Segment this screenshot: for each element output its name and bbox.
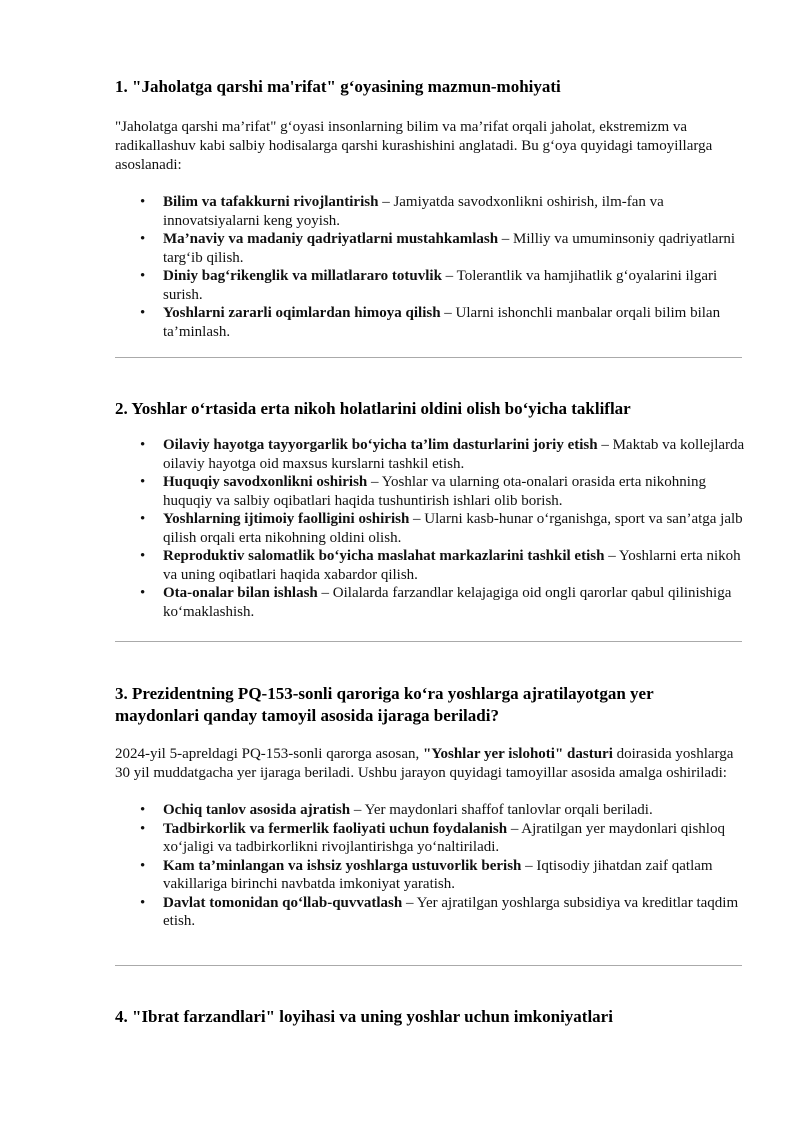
item-heading: Bilim va tafakkurni rivojlantirish (163, 194, 379, 210)
item-text: – Yoshlarni erta nikoh va uning oqibatlari haqida xabardor qilish. (163, 548, 741, 583)
bullet-list (115, 193, 745, 341)
section-divider (115, 965, 742, 966)
item-text: – Yoshlar va ularning ota-onalari orasida erta nikohning huquqiy va salbiy oqibatlari haqida tushuntirish ishlari olib borish. (163, 474, 706, 509)
bullet-icon: • (140, 894, 146, 911)
section-1 (115, 76, 745, 341)
list-item (115, 304, 745, 341)
item-text: – Jamiyatda savodxonlikni oshirish, ilm-fan va innovatsiyalarni keng yoyish. (163, 194, 664, 229)
section-title: 3. Prezidentning PQ-153-sonli qaroriga ko‘ra yoshlarga ajratilayotgan yer maydonlari qanday tamoyil asosida ijaraga beriladi? (115, 684, 654, 725)
item-text: – Milliy va umuminsoniy qadriyatlarni targ‘ib qilish. (163, 231, 736, 266)
intro-highlight: "Yoshlar yer islohoti" dasturi (423, 746, 613, 762)
list-item (115, 857, 745, 894)
item-text: – Oilalarda farzandlar kelajagiga oid ongli qarorlar qabul qilinishiga ko‘maklashish. (163, 585, 732, 620)
bullet-icon: • (140, 820, 146, 837)
bullet-list (115, 801, 745, 931)
section-divider (115, 641, 742, 642)
list-item (115, 230, 745, 267)
item-heading: Ochiq tanlov asosida ajratish (163, 802, 351, 818)
list-item (115, 547, 745, 584)
list-item (115, 473, 745, 510)
item-heading: Ota-onalar bilan ishlash (163, 585, 318, 601)
item-heading: Ma’naviy va madaniy qadriyatlarni mustahkamlash (163, 231, 499, 247)
item-text: – Ularni ishonchli manbalar orqali bilim bilan ta’minlash. (163, 305, 721, 340)
bullet-icon: • (140, 474, 146, 490)
section-3 (115, 683, 745, 931)
bullet-icon: • (140, 802, 146, 818)
list-item (115, 510, 745, 547)
item-heading: Huquqiy savodxonlikni oshirish (163, 474, 368, 490)
item-heading: Davlat tomonidan qo‘llab-quvvatlash (163, 894, 403, 911)
bullet-list (115, 436, 745, 621)
bullet-icon: • (140, 231, 146, 247)
bullet-icon: • (140, 857, 146, 874)
item-heading: Diniy bag‘rikenglik va millatlararo totuvlik (163, 268, 442, 284)
intro-text: doirasida yoshlarga 30 yil muddatgacha yer ijaraga beriladi. Ushbu jarayon quyidagi tamoyillar asosida amalga oshiriladi: (115, 746, 734, 781)
bullet-icon: • (140, 437, 146, 453)
item-text: – Yer maydonlari shaffof tanlovlar orqali beriladi. (350, 802, 653, 818)
bullet-icon: • (140, 305, 146, 321)
list-item (115, 801, 745, 820)
item-heading: Oilaviy hayotga tayyorgarlik bo‘yicha ta’lim dasturlarini joriy etish (163, 437, 598, 453)
section-title: 4. "Ibrat farzandlari" loyihasi va uning yoshlar uchun imkoniyatlari (115, 1007, 613, 1026)
bullet-icon: • (140, 511, 146, 527)
item-text: – Ularni kasb-hunar o‘rganishga, sport va san’atga jalb qilish orqali erta nikohning oldini olish. (163, 511, 743, 546)
section-divider (115, 357, 742, 358)
list-item (115, 436, 745, 473)
item-heading: Yoshlarni zararli oqimlardan himoya qilish (163, 305, 441, 321)
bullet-icon: • (140, 194, 146, 210)
list-item (115, 267, 745, 304)
intro-text: 2024-yil 5-apreldagi PQ-153-sonli qarorga asosan, (115, 746, 423, 762)
item-text: – Ajratilgan yer maydonlari qishloq xo‘jaligi va tadbirkorlikni rivojlantirishga yo‘naltiriladi. (163, 820, 725, 855)
bullet-icon: • (140, 585, 146, 601)
list-item (115, 894, 745, 931)
bullet-icon: • (140, 268, 146, 284)
item-text: – Yer ajratilgan yoshlarga subsidiya va kreditlar taqdim etish. (163, 894, 739, 929)
item-text: – Maktab va kollejlarda oilaviy hayotga oid maxsus kurslarni tashkil etish. (163, 437, 745, 472)
section-2 (115, 398, 745, 621)
item-heading: Tadbirkorlik va fermerlik faoliyati uchun foydalanish (163, 820, 508, 837)
item-heading: Reproduktiv salomatlik bo‘yicha maslahat markazlarini tashkil etish (163, 548, 605, 564)
section-title: 2. Yoshlar o‘rtasida erta nikoh holatlarini oldini olish bo‘yicha takliflar (115, 399, 631, 418)
item-heading: Kam ta’minlangan va ishsiz yoshlarga ustuvorlik berish (163, 857, 522, 874)
item-heading: Yoshlarning ijtimoiy faolligini oshirish (163, 511, 410, 527)
section-intro: "Jaholatga qarshi ma’rifat" g‘oyasi insonlarning bilim va ma’rifat orqali jaholat, ekstremizm va radikallashuv kabi salbiy hodisalarga qarshi kurashishini anglatadi. Bu g‘oya quyidagi tamoyillarga asoslanadi: (115, 119, 713, 173)
bullet-icon: • (140, 548, 146, 564)
item-text: – Iqtisodiy jihatdan zaif qatlam vakillariga birinchi navbatda imkoniyat yaratish. (163, 857, 713, 892)
section-title: 1. "Jaholatga qarshi ma'rifat" g‘oyasining mazmun-mohiyati (115, 77, 561, 96)
list-item (115, 820, 745, 857)
section-4 (115, 1006, 745, 1028)
list-item (115, 193, 745, 230)
item-text: – Tolerantlik va hamjihatlik g‘oyalarini ilgari surish. (163, 268, 718, 303)
section-intro (115, 745, 745, 783)
list-item (115, 584, 745, 621)
